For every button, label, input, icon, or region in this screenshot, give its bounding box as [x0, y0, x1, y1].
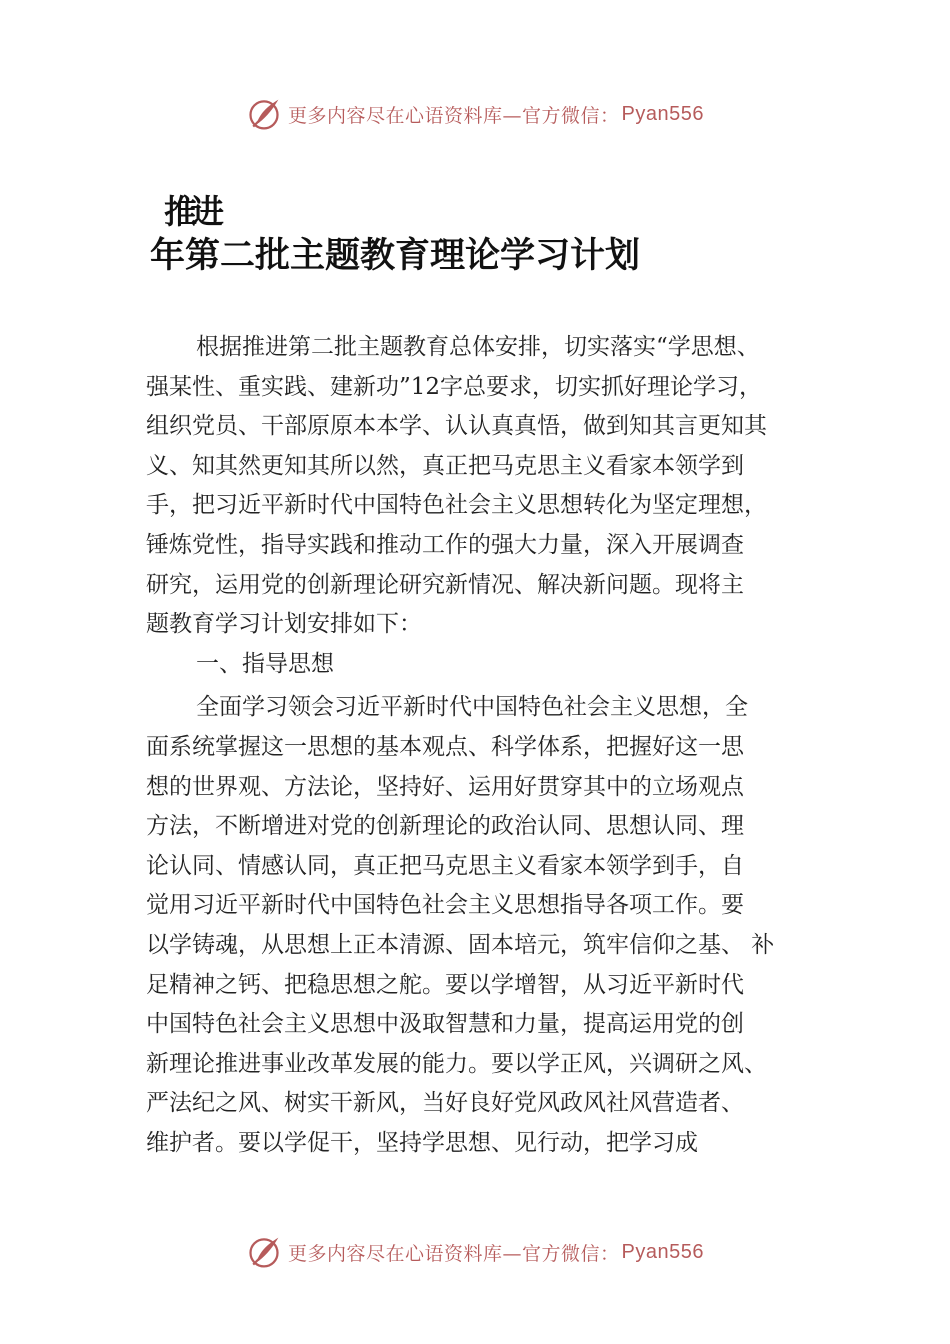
watermark-header — [0, 94, 950, 134]
paragraph-line: 手，把习近平新时代中国特色社会主义思想转化为坚定理想， — [146, 492, 767, 519]
section-heading: 一、指导思想 — [196, 650, 334, 677]
paragraph-line: 以学铸魂，从思想上正本清源、固本培元，筑牢信仰之基、 补 — [146, 931, 775, 958]
feather-pen-logo-icon — [246, 1234, 282, 1270]
feather-pen-logo-icon — [246, 96, 282, 132]
paragraph-line: 面系统掌握这一思想的基本观点、科学体系，把握好这一思 — [146, 733, 744, 760]
paragraph-line: 方法，不断增进对党的创新理论的政治认同、思想认同、理 — [146, 813, 744, 840]
paragraph-line: 锤炼党性，指导实践和推动工作的强大力量，深入开展调查 — [146, 531, 744, 558]
watermark-text: 更多内容尽在心语资料库—官方微信： — [288, 104, 620, 127]
paragraph-line: 足精神之钙、把稳思想之舵。要以学增智，从习近平新时代 — [146, 971, 744, 998]
paragraph-line: 论认同、情感认同，真正把马克思主义看家本领学到手，自 — [146, 852, 744, 879]
title-main: 年第二批主题教育理论学习计划 — [150, 235, 641, 276]
paragraph-line: 新理论推进事业改革发展的能力。要以学正风，兴调研之风、 — [146, 1050, 767, 1077]
paragraph-line: 中国特色社会主义思想中汲取智慧和力量，提高运用党的创 — [146, 1011, 744, 1038]
paragraph-line: 义、知其然更知其所以然，真正把马克思主义看家本领学到 — [146, 452, 744, 479]
paragraph-line: 严法纪之风、树实干新风，当好良好党风政风社风营造者、 — [146, 1090, 744, 1117]
title-overlap-text: 推进 — [164, 192, 218, 231]
document-body — [146, 328, 826, 1163]
paragraph-line: 全面学习领会习近平新时代中国特色社会主义思想，全 — [196, 694, 748, 721]
intro-paragraph — [146, 328, 826, 645]
paragraph-line: 想的世界观、方法论，坚持好、运用好贯穿其中的立场观点 — [146, 773, 744, 800]
watermark-wechat-id: Pyan556 — [621, 102, 704, 125]
paragraph-line: 觉用习近平新时代中国特色社会主义思想指导各项工作。要 — [146, 892, 744, 919]
watermark-wechat-id: Pyan556 — [621, 1240, 704, 1263]
paragraph-line: 组织党员、干部原原本本学、认认真真悟，做到知其言更知其 — [146, 413, 767, 440]
watermark-footer — [0, 1232, 950, 1272]
paragraph-line: 强某性、重实践、建新功”12字总要求，切实抓好理论学习， — [146, 373, 763, 400]
paragraph-line: 根据推进第二批主题教育总体安排，切实落实“学思想、 — [196, 334, 760, 360]
paragraph-line: 题教育学习计划安排如下： — [146, 611, 422, 638]
paragraph-line: 维护者。要以学促干，坚持学思想、见行动，把学习成 — [146, 1129, 698, 1156]
guiding-thought-paragraph — [146, 688, 826, 1163]
watermark-text: 更多内容尽在心语资料库—官方微信： — [288, 1242, 620, 1265]
paragraph-line: 研究，运用党的创新理论研究新情况、解决新问题。现将主 — [146, 571, 744, 598]
